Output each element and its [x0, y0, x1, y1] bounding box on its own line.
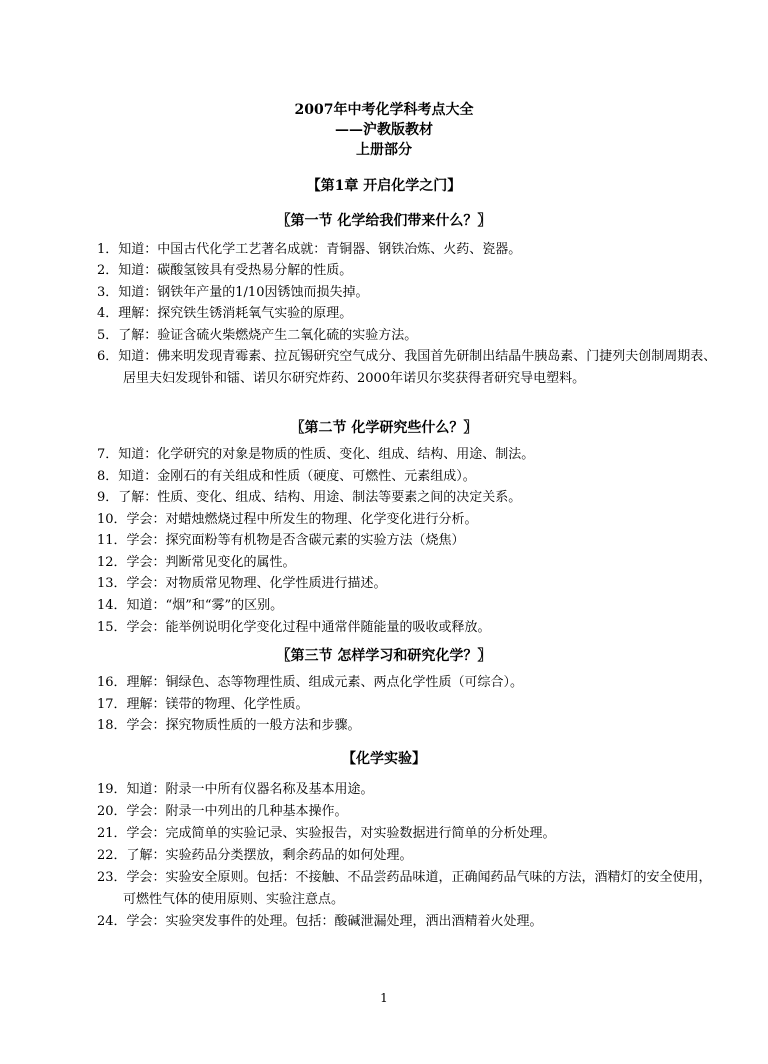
list-item: 11．学会：探究面粉等有机物是否含碳元素的实验方法（烧焦） — [97, 533, 465, 548]
section-title: 〖第三节 怎样学习和研究化学？〗 — [276, 648, 492, 664]
list-item: 3．知道：钢铁年产量的1/10因锈蚀而损失掉。 — [97, 285, 369, 300]
page-number: 1 — [380, 991, 388, 1005]
list-item: 10．学会：对蜡烛燃烧过程中所发生的物理、化学变化进行分析。 — [97, 512, 478, 527]
list-item: 9．了解：性质、变化、组成、结构、用途、制法等要素之间的决定关系。 — [97, 490, 522, 505]
document-subtitle: ——沪教版教材 — [335, 122, 433, 138]
list-item: 6．知道：佛来明发现青霉素、拉瓦锡研究空气成分、我国首先研制出结晶牛胰岛素、门捷列夫创制周期表、居里夫妇发现钋和镭、诺贝尔研究炸药、2000年诺贝尔奖获得者研究导电塑料。 — [97, 349, 717, 386]
list-item: 14．知道：“烟”和“雾”的区别。 — [97, 598, 284, 613]
list-item: 21．学会：完成简单的实验记录、实验报告，对实验数据进行简单的分析处理。 — [97, 826, 556, 841]
list-item: 22．了解：实验药品分类摆放，剩余药品的如何处理。 — [97, 848, 413, 863]
list-item: 1．知道：中国古代化学工艺著名成就：青铜器、钢铁冶炼、火药、瓷器。 — [97, 242, 522, 257]
list-item: 2．知道：碳酸氢铵具有受热易分解的性质。 — [97, 263, 353, 278]
list-item: 16．理解：铜绿色、态等物理性质、组成元素、两点化学性质（可综合）。 — [97, 675, 524, 690]
list-item: 18．学会：探究物质性质的一般方法和步骤。 — [97, 718, 361, 733]
list-item: 5．了解：验证含硫火柴燃烧产生二氧化硫的实验方法。 — [97, 328, 418, 343]
section-title: 〖第一节 化学给我们带来什么？〗 — [276, 213, 492, 229]
list-item: 17．理解：镁带的物理、化学性质。 — [97, 697, 309, 712]
list-item: 13．学会：对物质常见物理、化学性质进行描述。 — [97, 576, 387, 591]
list-item: 24．学会：实验突发事件的处理。包括：酸碱泄漏处理，洒出酒精着火处理。 — [97, 914, 543, 929]
document-title: 2007年中考化学科考点大全 — [294, 102, 474, 118]
list-item: 8．知道：金刚石的有关组成和性质（硬度、可燃性、元素组成）。 — [97, 469, 476, 484]
list-item: 15．学会：能举例说明化学变化过程中通常伴随能量的吸收或释放。 — [97, 620, 491, 635]
section-title: 〖第二节 化学研究些什么？〗 — [290, 420, 478, 436]
list-item: 4．理解：探究铁生锈消耗氧气实验的原理。 — [97, 306, 353, 321]
section-title: 【化学实验】 — [342, 751, 426, 767]
list-item: 23．学会：实验安全原则。包括：不接触、不品尝药品味道，正确闻药品气味的方法，酒精灯的安全使用，可燃性气体的使用原则、实验注意点。 — [97, 870, 712, 907]
list-item: 12．学会：判断常见变化的属性。 — [97, 555, 296, 570]
list-item: 20．学会：附录一中列出的几种基本操作。 — [97, 804, 348, 819]
list-item: 7．知道：化学研究的对象是物质的性质、变化、组成、结构、用途、制法。 — [97, 447, 535, 462]
document-header — [0, 100, 768, 160]
document-part: 上册部分 — [356, 142, 412, 158]
chapter-title: 【第1章 开启化学之门】 — [306, 178, 462, 194]
list-item: 19．知道：附录一中所有仪器名称及基本用途。 — [97, 782, 374, 797]
